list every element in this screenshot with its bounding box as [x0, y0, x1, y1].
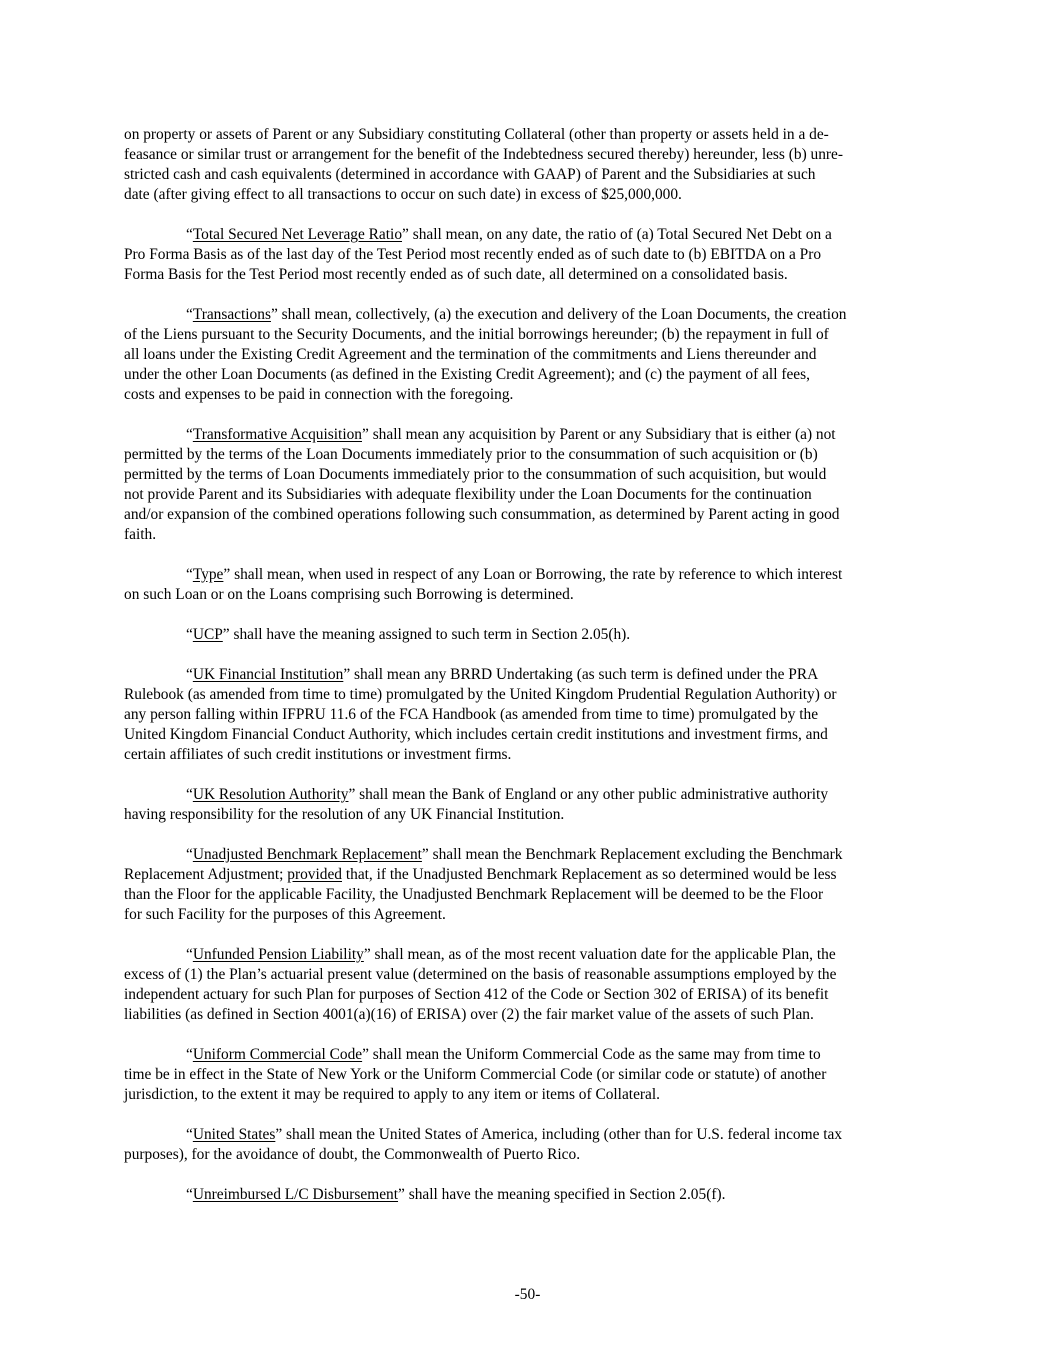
definition-text: shall mean any BRRD Undertaking (as such term is defined under the PRA Rulebook (as amended from time to time) promulgated by the United Kingdom Prudential Regulation Authority) or any person falling within IFPRU 11.6 of the FCA Handbook (as amended from time to time) promulgated by the United Kingdom Financial Conduct Authority, which includes certain credit institutions and investment firms, and certain affiliates of such credit institutions or investment firms. — [124, 666, 837, 763]
definition-paragraph: “UK Resolution Authority” shall mean the Bank of England or any other public administrative authority having responsibility for the resolution of any UK Financial Institution. — [124, 786, 829, 823]
defined-term: Type — [192, 566, 224, 583]
definition-text: shall mean the Benchmark Replacement excluding the Benchmark Replacement Adjustment; — [124, 846, 843, 883]
definition-paragraph: “United States” shall mean the United States of America, including (other than for U.S. federal income tax purposes), for the avoidance of doubt, the Commonwealth of Puerto Rico. — [124, 1126, 843, 1163]
definition-paragraph: “Transformative Acquisition” shall mean any acquisition by Parent or any Subsidiary that is either (a) not permitted by the terms of the Loan Documents immediately prior to the consummation of such acquisition or (b) permitted by the terms of Loan Documents immediately prior to the consummation of such acquisition, but would not provide Parent and its Subsidiaries with adequate flexibility under the Loan Documents for the continuation and/or expansion of the combined operations following such consummation, as determined by Parent acting in good faith. — [124, 426, 840, 543]
definition-text: shall mean the Uniform Commercial Code as the same may from time to time be in effect in the State of New York or the Uniform Commercial Code (or similar code or statute) of another jurisdiction, to the extent it may be required to apply to any item or items of Collateral. — [124, 1046, 827, 1103]
definition-text: shall mean, on any date, the ratio of (a) Total Secured Net Debt on a Pro Forma Basis as of the last day of the Test Period most recently ended as of such date to (b) EBITDA on a Pro Forma Basis for the Test Period most recently ended as of such date, all determined on a consolidated basis. — [124, 226, 832, 283]
defined-term: Unadjusted Benchmark Replacement — [192, 846, 422, 863]
definition-text: shall mean, collectively, (a) the execution and delivery of the Loan Documents, the creation of the Liens pursuant to the Security Documents, and the initial borrowings hereunder; (b) the repayment in full of all loans under the Existing Credit Agreement and the termination of the commitments and Liens thereunder and under the other Loan Documents (as defined in the Existing Credit Agreement); and (c) the payment of all fees, costs and expenses to be paid in connection with the foregoing. — [124, 306, 847, 403]
defined-term: UCP — [192, 626, 223, 643]
definition-paragraph: “Unfunded Pension Liability” shall mean, as of the most recent valuation date for the applicable Plan, the excess of (1) the Plan’s actuarial present value (determined on the basis of reasonable assumptions employed by the independent actuary for such Plan for purposes of Section 412 of the Code or Section 302 of ERISA) of its benefit liabilities (as defined in Section 4001(a)(16) of ERISA) over (2) the fair market value of the assets of such Plan. — [124, 946, 837, 1023]
continuation-paragraph: on property or assets of Parent or any Subsidiary constituting Collateral (other than property or assets held in a de- feasance or similar trust or arrangement for the benefit of the Indebtedness secured thereby) hereunder, less (b) unre- stricted cash and cash equivalents (determined in accordance with GAAP) of Parent and the Subsidiaries at such date (after giving effect to all transactions to occur on such date) in excess of $25,000,000. — [124, 126, 844, 203]
definition-paragraph: “Total Secured Net Leverage Ratio” shall mean, on any date, the ratio of (a) Total Secured Net Debt on a Pro Forma Basis as of the last day of the Test Period most recently ended as of such date to (b) EBITDA on a Pro Forma Basis for the Test Period most recently ended as of such date, all determined on a consolidated basis. — [124, 226, 832, 283]
definition-paragraph: “Type” shall mean, when used in respect of any Loan or Borrowing, the rate by reference to which interest on such Loan or on the Loans comprising such Borrowing is determined. — [124, 566, 843, 603]
underlined-word: provided — [287, 866, 342, 883]
definition-paragraph: “Transactions” shall mean, collectively, (a) the execution and delivery of the Loan Documents, the creation of the Liens pursuant to the Security Documents, and the initial borrowings hereunder; (b) the repayment in full of all loans under the Existing Credit Agreement and the termination of the commitments and Liens thereunder and under the other Loan Documents (as defined in the Existing Credit Agreement); and (c) the payment of all fees, costs and expenses to be paid in connection with the foregoing. — [124, 306, 847, 403]
defined-term: Transactions — [192, 306, 271, 323]
definition-paragraph: “Unreimbursed L/C Disbursement” shall have the meaning specified in Section 2.05(f). — [186, 1186, 726, 1203]
definition-text: shall mean, when used in respect of any Loan or Borrowing, the rate by reference to which interest on such Loan or on the Loans comprising such Borrowing is determined. — [124, 566, 843, 603]
defined-term: Transformative Acquisition — [192, 426, 362, 443]
defined-term: Total Secured Net Leverage Ratio — [192, 226, 403, 243]
definition-text: shall have the meaning specified in Section 2.05(f). — [404, 1186, 726, 1203]
definition-paragraph: “UK Financial Institution” shall mean any BRRD Undertaking (as such term is defined under the PRA Rulebook (as amended from time to time) promulgated by the United Kingdom Prudential Regulation Authority) or any person falling within IFPRU 11.6 of the FCA Handbook (as amended from time to time) promulgated by the United Kingdom Financial Conduct Authority, which includes certain credit institutions and investment firms, and certain affiliates of such credit institutions or investment firms. — [124, 666, 837, 763]
definition-text-continued: that, if the Unadjusted Benchmark Replacement as so determined would be less than the Floor for the applicable Facility, the Unadjusted Benchmark Replacement will be deemed to be the Floor for such Facility for the purposes of this Agreement. — [124, 866, 837, 923]
defined-term: Uniform Commercial Code — [192, 1046, 363, 1063]
document-body — [124, 125, 936, 1225]
defined-term: Unreimbursed L/C Disbursement — [192, 1186, 399, 1203]
page-number: -50- — [514, 1286, 541, 1303]
definition-paragraph: “Unadjusted Benchmark Replacement” shall mean the Benchmark Replacement excluding the Benchmark Replacement Adjustment; provided that, if the Unadjusted Benchmark Replacement as so determined would be less than the Floor for the applicable Facility, the Unadjusted Benchmark Replacement will be deemed to be the Floor for such Facility for the purposes of this Agreement. — [124, 846, 843, 923]
definition-text: shall have the meaning assigned to such term in Section 2.05(h). — [229, 626, 631, 643]
definition-text: shall mean, as of the most recent valuation date for the applicable Plan, the excess of (1) the Plan’s actuarial present value (determined on the basis of reasonable assumptions employed by the independent actuary for such Plan for purposes of Section 412 of the Code or Section 302 of ERISA) of its benefit liabilities (as defined in Section 4001(a)(16) of ERISA) over (2) the fair market value of the assets of such Plan. — [124, 946, 837, 1023]
defined-term: UK Resolution Authority — [192, 786, 349, 803]
defined-term: United States — [192, 1126, 276, 1143]
definition-text: shall mean any acquisition by Parent or any Subsidiary that is either (a) not permitted by the terms of the Loan Documents immediately prior to the consummation of such acquisition or (b) permitted by the terms of Loan Documents immediately prior to the consummation of such acquisition, but would not provide Parent and its Subsidiaries with adequate flexibility under the Loan Documents for the continuation and/or expansion of the combined operations following such consummation, as determined by Parent acting in good faith. — [124, 426, 840, 543]
definition-paragraph: “UCP” shall have the meaning assigned to such term in Section 2.05(h). — [186, 626, 631, 643]
definition-text: shall mean the Bank of England or any other public administrative authority having responsibility for the resolution of any UK Financial Institution. — [124, 786, 829, 823]
defined-term: UK Financial Institution — [192, 666, 344, 683]
definition-paragraph: “Uniform Commercial Code” shall mean the Uniform Commercial Code as the same may from time to time be in effect in the State of New York or the Uniform Commercial Code (or similar code or statute) of another jurisdiction, to the extent it may be required to apply to any item or items of Collateral. — [124, 1046, 827, 1103]
defined-term: Unfunded Pension Liability — [192, 946, 364, 963]
definition-text: shall mean the United States of America, including (other than for U.S. federal income tax purposes), for the avoidance of doubt, the Commonwealth of Puerto Rico. — [124, 1126, 843, 1163]
